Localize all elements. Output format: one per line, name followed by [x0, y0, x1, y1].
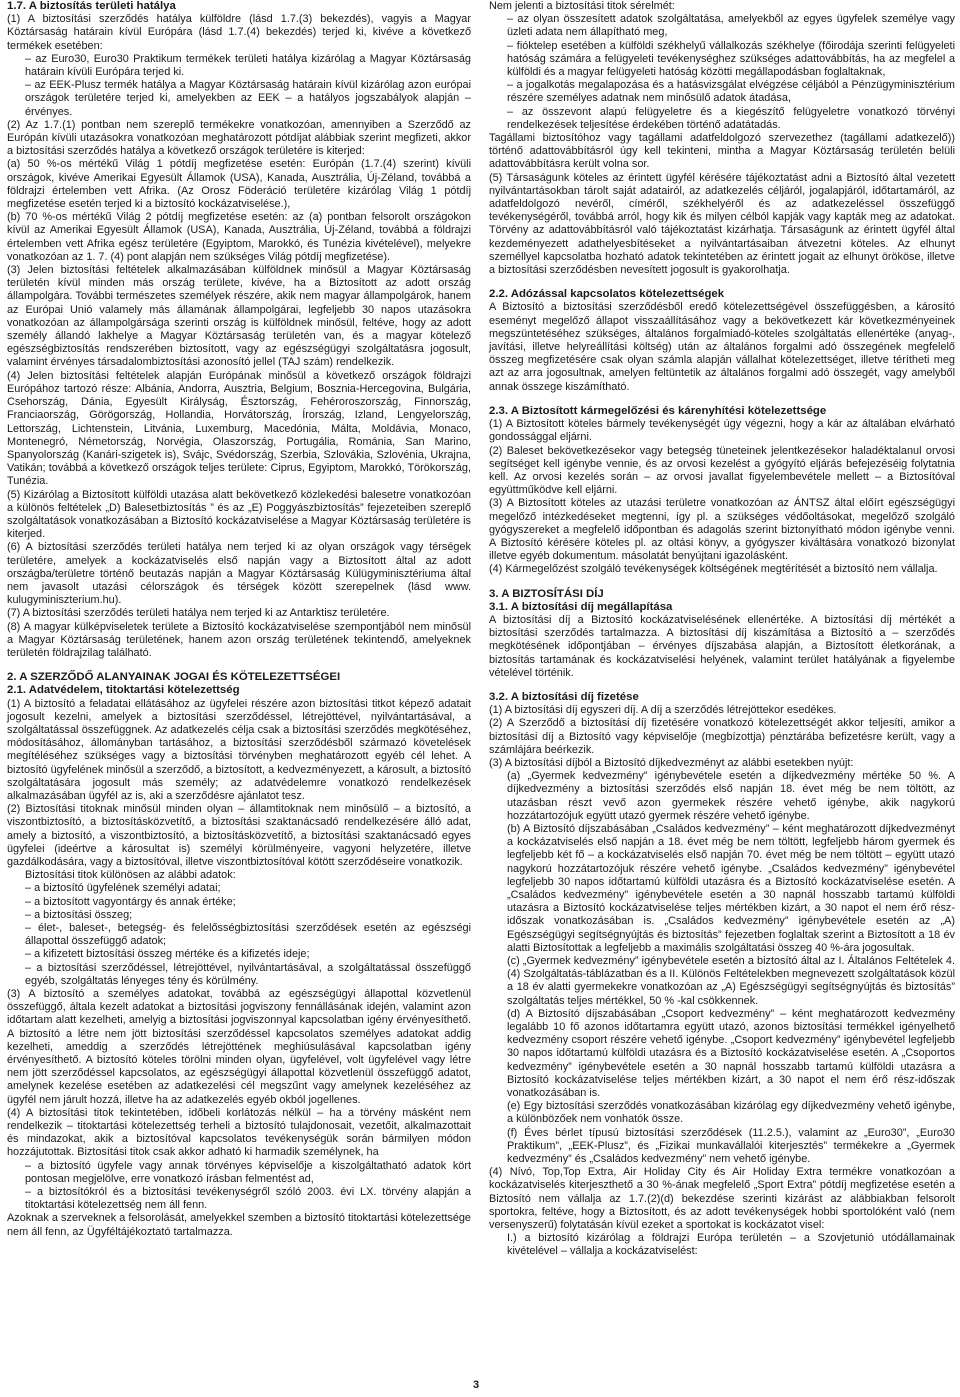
paragraph: (8) A magyar külképviseletek területe a Biztosító kockázatviselése szempontjából nem minősül a Magyar Köztársaság területének, hanem azon ország területének tekintendő, amelyeknek területén földrajzilag található. [7, 620, 471, 659]
paragraph: (1) A biztosítási díj egyszeri díj. A díj a szerződés létrejöttekor esedékes. [489, 704, 837, 717]
paragraph: (b) 70 %-os mértékű Világ 2 pótdíj megfizetése esetén: az (a) pontban felsorolt országokon kívül az Amerikai Egyesült Államok (USA), Kanada, Ausztrália, Új-Zéland, továbbá a földrajzi értelemben vett Afrika egész területére (Egyiptom, Marokkó, és Tunézia kivételével), melyekre vonatkozóan az 1. 7. (4) pont alapján nem szükséges Világ pótdíj megfizetése). [7, 211, 471, 263]
right-column [489, 0, 955, 1259]
paragraph: (5) Társaságunk köteles az érintett ügyfél kérésére tájékoztatást adni a Biztosító által vezetett nyilvántartásokban tárolt saját adatairól, az adatkezelés céljáról, jogalapjáról, időtartamáról, az adatfeldolgozó nevéről, címéről, székhelyéről és az adatkezeléssel összefüggő tevékenységéről, továbbá arról, hogy kik és milyen célból kapják vagy kapták meg az adatokat. Törvény az adattovábbításról való tájékoztatást kizárhatja. Társaságunk az érintett ügyfél által kezdeményezett adathelyesbítéseket a nyilvántartásaiban átvezetni köteles. Az elhunyt személlyel kapcsolatba hozható adatok tekintetében az érintett jogait az elhunyt örököse, illetve a biztosítási szerződésben nevesített jogosult is gyakorolhatja. [489, 171, 955, 277]
list-item: (c) „Gyermek kedvezmény” igénybevétele esetén a biztosító által az I. Általános Feltételek 4.(4) Szolgáltatás-táblázatban és a II. Különös Feltételekben megnevezett szolgáltatások közül a 18 év alatti gyermekekre vonatkozóan az „A) Egészségügyi segítségnyújtás és biztosítás” szolgáltatás teljes mértékkel, 50 % -kal csökkennek. [507, 955, 955, 1007]
paragraph: A biztosítási díj a Biztosító kockázatviselésének ellenértéke. A biztosítási díj mértékét a biztosítási szerződés tartalmazza. A biztosítási díj kiszámítása a Biztosító a – szerződés megkötésének időpontjában – érvényes díjszabása alapján, a Biztosított életkorának, a biztosítás tartamának és kockázatviselési helyének, valamint terület hatályának a figyelembe vételével történik. [489, 613, 955, 679]
paragraph: (1) A biztosító a feladatai ellátásához az ügyfelei részére azon biztosítási titkot képező adatait jogosult kezelni, amelyek a biztosítási szerződéssel, létrejöttével, nyilvántartásával, a szolgáltatással összefüggnek. Az adatkezelés célja csak a biztosítási szerződés megkötéséhez, módosításához, állományban tartásához, a biztosítási szerződésből származó követelések megítéléséhez szükséges vagy a biztosítási törvényben meghatározott egyéb cél lehet. A biztosító ügyfelének minősül a szerződő, a biztosított, a kedvezményezett, a károsult, a biztosító szolgáltatására jogosult más személy; az adatvédelemre vonatkozó rendelkezések alkalmazásában ügyfél az is, aki a szerződésre ajánlatot tesz. [7, 697, 471, 802]
list-item: – a biztosító ügyfelének személyi adatai; [25, 882, 221, 895]
list-item: (a) „Gyermek kedvezmény” igénybevétele esetén a díjkedvezmény mértéke 50 %. A díjkedvezmény a biztosítási szerződés első napján 18. évet még be nem töltött, az utazásban részt vevő azon gyermekek részére vehető igénybe, akik nagykorú hozzátartozójuk együtt utazó gyermek részére vehető igénybe. [507, 770, 955, 822]
section-title-3-2: 3.2. A biztosítási díj fizetése [489, 690, 639, 703]
paragraph: Nem jelenti a biztosítási titok sérelmét: [489, 0, 675, 12]
list-item: I.) a biztosító kizárólag a földrajzi Európa területén – a Szovjetunió utódállamainak kivételével – vállalja a kockázatviselést: [507, 1232, 955, 1258]
list-item: (d) A Biztosító díjszabásában „Csoport kedvezmény” – ként meghatározott kedvezmény legalább 10 fő azonos időtartamra együtt utazó, azonos biztosítási termékkel igényelhető kedvezmény csoport részére vehető igénybe. „Csoport kedvezmény” igénybevétel legfeljebb 30 napos időtartamú külföldi utazásra és a Biztosító kockázatviselése esetén. A „Csoportos kedvezmény” igénybevétele esetén a 30 napnál hosszabb tartamú külföldi utazásra a Biztosító kockázatviselése teljes mértékben kizárt, a 30 napot el nem érő rész-időszak vonatkozásában is. [507, 1007, 955, 1100]
paragraph: (1) A Biztosított köteles bármely tevékenységét úgy végezni, hogy a kár az általában elvárható gondossággal eljárni. [489, 418, 955, 444]
list-item: (f) Éves bérlet típusú biztosítási szerződések (11.2.5.), valamint az „Euro30”, „Euro30 Praktikum”, „EEK-Plusz”, és „Fizikai munkavállalói kiterjesztés” termékekre a „Gyermek kedvezmény” és „Családos kedvezmény” nem vehető igénybe. [507, 1126, 955, 1166]
paragraph: (3) A Biztosított köteles az utazási területre vonatkozóan az ÁNTSZ által előírt egészségügyi megelőző intézkedéseket megtenni, így pl. a szükséges védőoltásokat, megelőző szolgáló gyógyszereket a megfelelő időpontban és adagolás szerint biztonyítható módon igénybe venni. A Biztosító kérésére köteles pl. az oltási könyv, a gyógyszer kiváltására vonatkozó bizonylat illetve egyéb dokumentum. másolatát benyújtani igazolásként. [489, 497, 955, 563]
section-title-2-1: 2.1. Adatvédelem, titoktartási kötelezettség [7, 684, 240, 697]
list-item: – a jogalkotás megalapozása és a hatásvizsgálat elvégzése céljából a Pénzügyminisztérium részére személyes adatnak nem minősülő adatok átadása, [507, 79, 955, 105]
paragraph: (2) A Szerződő a biztosítási díj fizetésére vonatkozó kötelezettségét akkor teljesíti, amikor a biztosítási díj a Biztosító vagy képviselője (megbízottja) pénztárába befizetésre került, vagy a számlájára beérkezik. [489, 717, 955, 756]
list-item: – a biztosított vagyontárgy és annak értéke; [25, 895, 236, 908]
bullet-item: – az Euro30, Euro30 Praktikum termékek területi hatálya kizárólag a Magyar Köztársaság határain kívüli Európára terjed ki. [25, 52, 471, 79]
paragraph: (4) Nívó, Top,Top Extra, Air Holiday City és Air Holiday Extra termékre vonatkozóan a kockázatviselés kiterjeszthető a 30 %-ának megfelelő „Sport Extra” pótdíj megfizetése esetén a Biztosító nem vállalja az 1.7.(2)(d) bekezdése szerinti kizárást az alábbiakban felsorolt sportokra, feltéve, hogy a Biztosított, és az adott tevékenységek hobbi sportolóként való (nem versenyszerű) folytatásán kívül ezeket a sportokat is kockázatot visel: [489, 1166, 955, 1232]
section-title-1-7: 1.7. A biztosítás területi hatálya [7, 0, 176, 12]
paragraph: (2) Baleset bekövetkezésekor vagy betegség tüneteinek jelentkezésekor haladéktalanul orvosi segítséget kell igénybe vennie, és az orvosi kezelést a gyógyító eljárás befejezéséig folytatnia kell. Az orvosi kezelés során – az orvosi javallat figyelembevétele mellett – a Biztosítóval együttműködve kell eljárni. [489, 444, 955, 497]
paragraph: Azoknak a szerveknek a felsorolását, amelyekkel szemben a biztosító titoktartási kötelezettsége nem áll fenn, az Ügyféltájékoztató tartalmazza. [7, 1212, 471, 1238]
section-title-2-3: 2.3. A Biztosított kármegelőzési és kárenyhítési kötelezettsége [489, 404, 827, 417]
list-item: – a biztosítási szerződéssel, létrejöttével, nyilvántartásával, a szolgáltatással összefüggő egyéb, szolgáltatás lényeges tény és körülmény. [25, 961, 471, 987]
paragraph: (a) 50 %-os mértékű Világ 1 pótdíj megfizetése esetén: Európán (1.7.(4) szerint) kívüli országok, kivéve Amerikai Egyesült Államok (USA), Kanada, Ausztrália, Új-Zéland, továbbá a földrajzi értelemben vett Afrika. (Az Orosz Föderáció területére kizárólag Világ 1 pótdíj megfizetése esetén terjed ki a biztosító kockázatviselése.), [7, 158, 471, 211]
paragraph: (4) A biztosítási titok tekintetében, időbeli korlátozás nélkül – ha a törvény másként nem rendelkezik – titoktartási kötelezettség terheli a biztosító tulajdonosait, vezetőit, alkalmazottait és mindazokat, akik a biztosítóval kapcsolatos tevékenységük során bármilyen módon hozzájutottak. Biztosítási titok csak akkor adható ki harmadik személynek, ha [7, 1106, 471, 1159]
list-item: (e) Egy biztosítási szerződés vonatkozásában kizárólag egy díjkedvezmény vehető igénybe, a különbözőek nem vonhatók össze. [507, 1100, 955, 1126]
paragraph: (6) A biztosítási szerződés területi hatálya nem terjed ki az olyan országok vagy térségek területére, amelyek a kockázatviselés első napján vagy a Biztosított által az adott országba/területre történő beutazás napján a Magyar Köztársaság Külügyminisztériuma által nem javasolt utazási célországok és térségek között szerepelnek (lásd www. kulugyminiszterium.hu). [7, 541, 471, 607]
list-item: – a kifizetett biztosítási összeg mértéke és a kifizetés ideje; [25, 948, 310, 961]
list-item: – a biztosító ügyfele vagy annak törvényes képviselője a kiszolgáltatható adatok kört pontosan megjelölve, erre vonatkozó írásban felmentést ad, [25, 1159, 471, 1185]
list-item: (b) A Biztosító díjszabásában „Családos kedvezmény” – ként meghatározott díjkedvezményt a kockázatviselés első napján a 18. évet még be nem töltött, legfeljebb három gyermek és legfeljebb két fő – a kockázatviselés első napján 70. évet még be nem töltött – együtt utazó nagykorú hozzátartozójuk részére vehető igénybe. „Családos kedvezmény” igénybevétel legfeljebb 30 napos időtartamú külföldi utazásra és a Biztosító kockázatviselése esetén. A „Családos kedvezmény” igénybevétele esetén a 30 napnál hosszabb tartamú külföldi utazásra a Biztosító kockázatviselése teljes mértékben kizárt, a 30 napot el nem érő rész-időszak vonatkozásában is. „Családos kedvezmény” igénybevétele esetén az „A) Egészségügyi segítségnyújtás és biztosítás” fejezetben foglaltak szerint a Biztosított a 18 év alatti Biztosítottak a legfeljebb a maximális szolgáltatási összeg 40 %-ára jogosultak. [507, 822, 955, 954]
paragraph: (2) Az 1.7.(1) pontban nem szereplő termékekre vonatkozóan, amennyiben a Szerződő az Európán kívüli utazásokra vonatkozóan meghatározott pótdíjat alábbiak szerint megfizeti, akkor a biztosítási szerződés hatálya a következő országok területére is kiterjed: [7, 118, 471, 158]
list-item: – élet-, baleset-, betegség- és felelősségbiztosítási szerződések esetén az egészségi állapottal összefüggő adatok; [25, 922, 471, 948]
list-item: – az olyan összesített adatok szolgáltatása, amelyekből az egyes ügyfelek személye vagy üzleti adata nem állapítható meg, [507, 13, 955, 39]
paragraph: (1) A biztosítási szerződés hatálya külföldre (lásd 1.7.(3) bekezdés), vagyis a Magyar Köztársaság határain kívül Európára (lásd 1.7.(4) bekezdés) terjed ki, kivéve a következő termékek esetében: [7, 13, 471, 52]
section-title-2-2: 2.2. Adózással kapcsolatos kötelezettségek [489, 288, 725, 301]
list-intro: Biztosítási titok különösen az alábbi adatok: [25, 869, 236, 882]
paragraph: Tagállami biztosítóhoz vagy tagállami adatfeldolgozó szervezethez (tagállami adatkezelő)) történő adattovábbításról úgy kell tekinteni, mintha a Magyar Köztársaság területén belüli adattovábbításra került volna sor. [489, 132, 955, 171]
paragraph: (2) Biztosítási titoknak minősül minden olyan – államtitoknak nem minősülő – a biztosító, a viszontbiztosító, a biztosításközvetítő, a biztosítási szaktanácsadó rendelkezésére álló adat, amely a biztosító, a viszontbiztosító, a biztosításközvetítő, a biztosítási szaktanácsadó egyes ügyfelei (ideértve a károsultat is) személyi körülményeire, vagyoni helyzetére, illetve gazdálkodására, vagy a biztosítóval, illetve viszontbiztosítóval kötött szerződéseire vonatkozik. [7, 803, 471, 868]
paragraph: (5) Kizárólag a Biztosított külföldi utazása alatt bekövetkező közlekedési balesetre vonatkozóan a különös feltételek „D) Balesetbiztosítás ” és az „E) Poggyászbiztosítás” fejezeteiben szereplő szolgáltatások vonatkozásában a Biztosító kockázatviselése a Magyar Köztársaság területére is kiterjed. [7, 488, 471, 541]
list-item: – fióktelep esetében a külföldi székhelyű vállalkozás székhelye (főirodája szerinti felügyeleti hatóság számára a felügyeleti tevékenységhez szükséges adattovábbítás, ha az megfelel a külföldi és a magyar felügyeleti hatóság közötti megállapodásban foglaltaknak, [507, 39, 955, 79]
page-number: 3 [473, 1379, 480, 1391]
paragraph: (4) Kármegelőzést szolgáló tevékenységek költségének megtérítését a biztosító nem vállalja. [489, 563, 938, 576]
list-item: – a biztosítókról és a biztosítási tevékenységről szóló 2003. évi LX. törvény alapján a titoktartási kötelezettség nem áll fenn. [25, 1186, 471, 1212]
list-item: – a biztosítási összeg; [25, 908, 133, 921]
paragraph: (7) A biztosítási szerződés területi hatálya nem terjed ki az Antarktisz területére. [7, 607, 390, 620]
paragraph: (3) A biztosító a személyes adatokat, továbbá az egészségügyi állapottal közvetlenül összefüggő, általa kezelt adatokat a biztosítási jogviszony fennállásának idején, valamint azon időtartam alatt kezelheti, amelyig a biztosítási jogviszonnyal kapcsolatban igény érvényesíthető. A biztosító a létre nem jött biztosítási szerződéssel kapcsolatos személyes adatokat addig kezelheti, ameddig a szerződés létrejöttének meghiúsulásával kapcsolatban igény érvényesíthető. A biztosító köteles törölni minden olyan, ügyfelével, volt ügyfelével vagy létre nem jött szerződéssel kapcsolatos, az egészségügyi állapottal közvetlenül összefüggő adatot, amelynek kezelése esetében az adatkezelési cél megszűnt vagy amelynek kezeléséhez az ügyfél nem járult hozzá, illetve ha az adatkezelés egyéb okból jogellenes. [7, 988, 471, 1106]
section-title-3-1: 3.1. A biztosítási díj megállapítása [489, 600, 673, 613]
bullet-item: – az EEK-Plusz termék hatálya a Magyar Köztársaság határain kívül kizárólag azon európai országok területére terjed ki, amelyekben az EEK – a hatályos jogszabályok alapján – érvényes. [25, 79, 471, 118]
section-title-2: 2. A SZERZŐDŐ ALANYAINAK JOGAI ÉS KÖTELEZETTSÉGEI [7, 671, 341, 684]
paragraph: (3) A biztosítási díjból a Biztosító díjkedvezményt az alábbi esetekben nyújt: [489, 756, 854, 769]
section-title-3: 3. A BIZTOSÍTÁSI DÍJ [489, 587, 604, 600]
paragraph: (3) Jelen biztosítási feltételek alkalmazásában külföldnek minősül a Magyar Köztársaság területén kívül minden más ország területe, kivéve, ha a Biztosított az adott ország állampolgára. További természetes személyek részére, akik nem magyar állampolgárok, hanem az Európai Unió valamely más államának állampolgárai, legfeljebb 30 napos utazásokra vonatkozóan az állampolgársága szerinti ország is külföldnek minősül, feltéve, hogy az adott személy állandó lakhelye a Magyar Köztársaság területén van, és a magyar kötelező egészségbiztosítás rendszerében biztosított, vagy az egészségügyi szolgáltatásra jogosult, valamint érvényes társadalombiztosítási azonosító jellel (TAJ szám) rendelkezik. [7, 264, 471, 369]
left-column [7, 0, 471, 1239]
paragraph: (4) Jelen biztosítási feltételek alapján Európának minősül a következő országok földrajzi Európához tartozó része: Albánia, Andorra, Ausztria, Belgium, Bosznia-Hercegovina, Bulgária, Csehország, Dánia, Egyesült Királyság, Észtország, Fehéroroszország, Finnország, Franciaország, Görögország, Hollandia, Horvátország, Írország, Izland, Lengyelország, Lettország, Lichtenstein, Litvánia, Luxemburg, Macedónia, Málta, Moldávia, Monaco, Montenegró, Németország, Norvégia, Olaszország, Portugália, Románia, San Marino, Spanyolország (Kanári-szigetek is), Svájc, Svédország, Szerbia, Szlovákia, Szlovénia, Ukrajna, Vatikán; továbbá a következő országok teljes területe: Ciprus, Egyiptom, Marokkó, Törökország, Tunézia. [7, 369, 471, 488]
paragraph: A Biztosító a biztosítási szerződésből eredő kötelezettségével összefüggésben, a károsító eseményt megelőző állapot visszaállításához vagy a bekövetkezett kár következményeinek megszüntetéséhez szükséges, általános forgalmiadó-köteles szolgáltatás ellenértéke (anyag-, javítási, illetve helyreállítási költség) után az általános forgalmi adó összegének megfelelő összeg megfizetésére csak olyan számla alapján vállalhat kötelezettséget, illetve térítheti meg azt az arra jogosultnak, amelyen feltüntetik az általános forgalmi adó összegét, vagy amelyből annak összege kiszámítható. [489, 301, 955, 393]
list-item: – az összevont alapú felügyeletre és a kiegészítő felügyeletre vonatkozó törvényi rendelkezések teljesítése érdekében történő adatátadás. [507, 105, 955, 131]
